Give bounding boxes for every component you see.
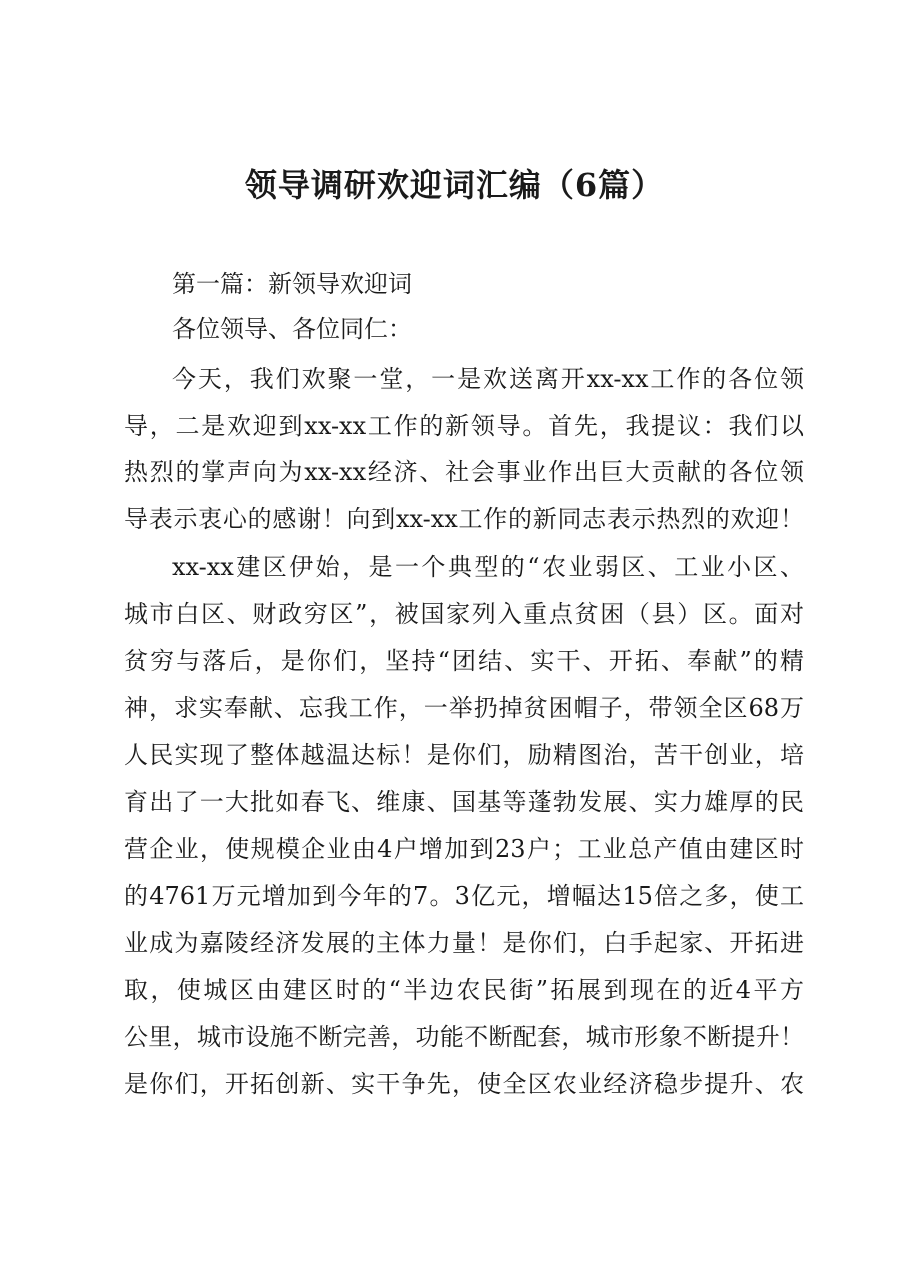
document-title: 领导调研欢迎词汇编（6篇） xyxy=(244,166,665,204)
paragraph-2-line-2: 城市白区、财政穷区”，被国家列入重点贫困（县）区。面对 xyxy=(124,600,804,628)
salutation: 各位领导、各位同仁： xyxy=(172,315,412,343)
paragraph-1-line-2: 导，二是欢迎到xx-xx工作的新领导。首先，我提议：我们以 xyxy=(124,412,804,440)
paragraph-2-line-10: 取，使城区由建区时的“半边农民街”拓展到现在的近4平方 xyxy=(124,976,804,1004)
paragraph-1-line-1: 今天，我们欢聚一堂，一是欢送离开xx-xx工作的各位领 xyxy=(172,365,804,393)
paragraph-2-line-3: 贫穷与落后，是你们，坚持“团结、实干、开拓、奉献”的精 xyxy=(124,647,804,675)
paragraph-1-line-3: 热烈的掌声向为xx-xx经济、社会事业作出巨大贡献的各位领 xyxy=(124,458,804,486)
section-heading: 第一篇：新领导欢迎词 xyxy=(172,270,412,298)
paragraph-2-line-11: 公里，城市设施不断完善，功能不断配套，城市形象不断提升！ xyxy=(124,1023,804,1051)
paragraph-2-line-7: 营企业，使规模企业由4户增加到23户；工业总产值由建区时 xyxy=(124,835,804,863)
paragraph-2-line-1: xx-xx建区伊始，是一个典型的“农业弱区、工业小区、 xyxy=(172,553,804,581)
paragraph-2-line-9: 业成为嘉陵经济发展的主体力量！是你们，白手起家、开拓进 xyxy=(124,929,804,957)
paragraph-2-line-8: 的4761万元增加到今年的7。3亿元，增幅达15倍之多，使工 xyxy=(124,882,804,910)
paragraph-2-line-5: 人民实现了整体越温达标！是你们，励精图治，苦干创业，培 xyxy=(124,741,804,769)
paragraph-2-line-4: 神，求实奉献、忘我工作，一举扔掉贫困帽子，带领全区68万 xyxy=(124,694,804,722)
paragraph-2-line-12: 是你们，开拓创新、实干争先，使全区农业经济稳步提升、农 xyxy=(124,1070,804,1098)
paragraph-1-line-4: 导表示衷心的感谢！向到xx-xx工作的新同志表示热烈的欢迎！ xyxy=(124,505,804,533)
paragraph-2-line-6: 育出了一大批如春飞、维康、国基等蓬勃发展、实力雄厚的民 xyxy=(124,788,804,816)
